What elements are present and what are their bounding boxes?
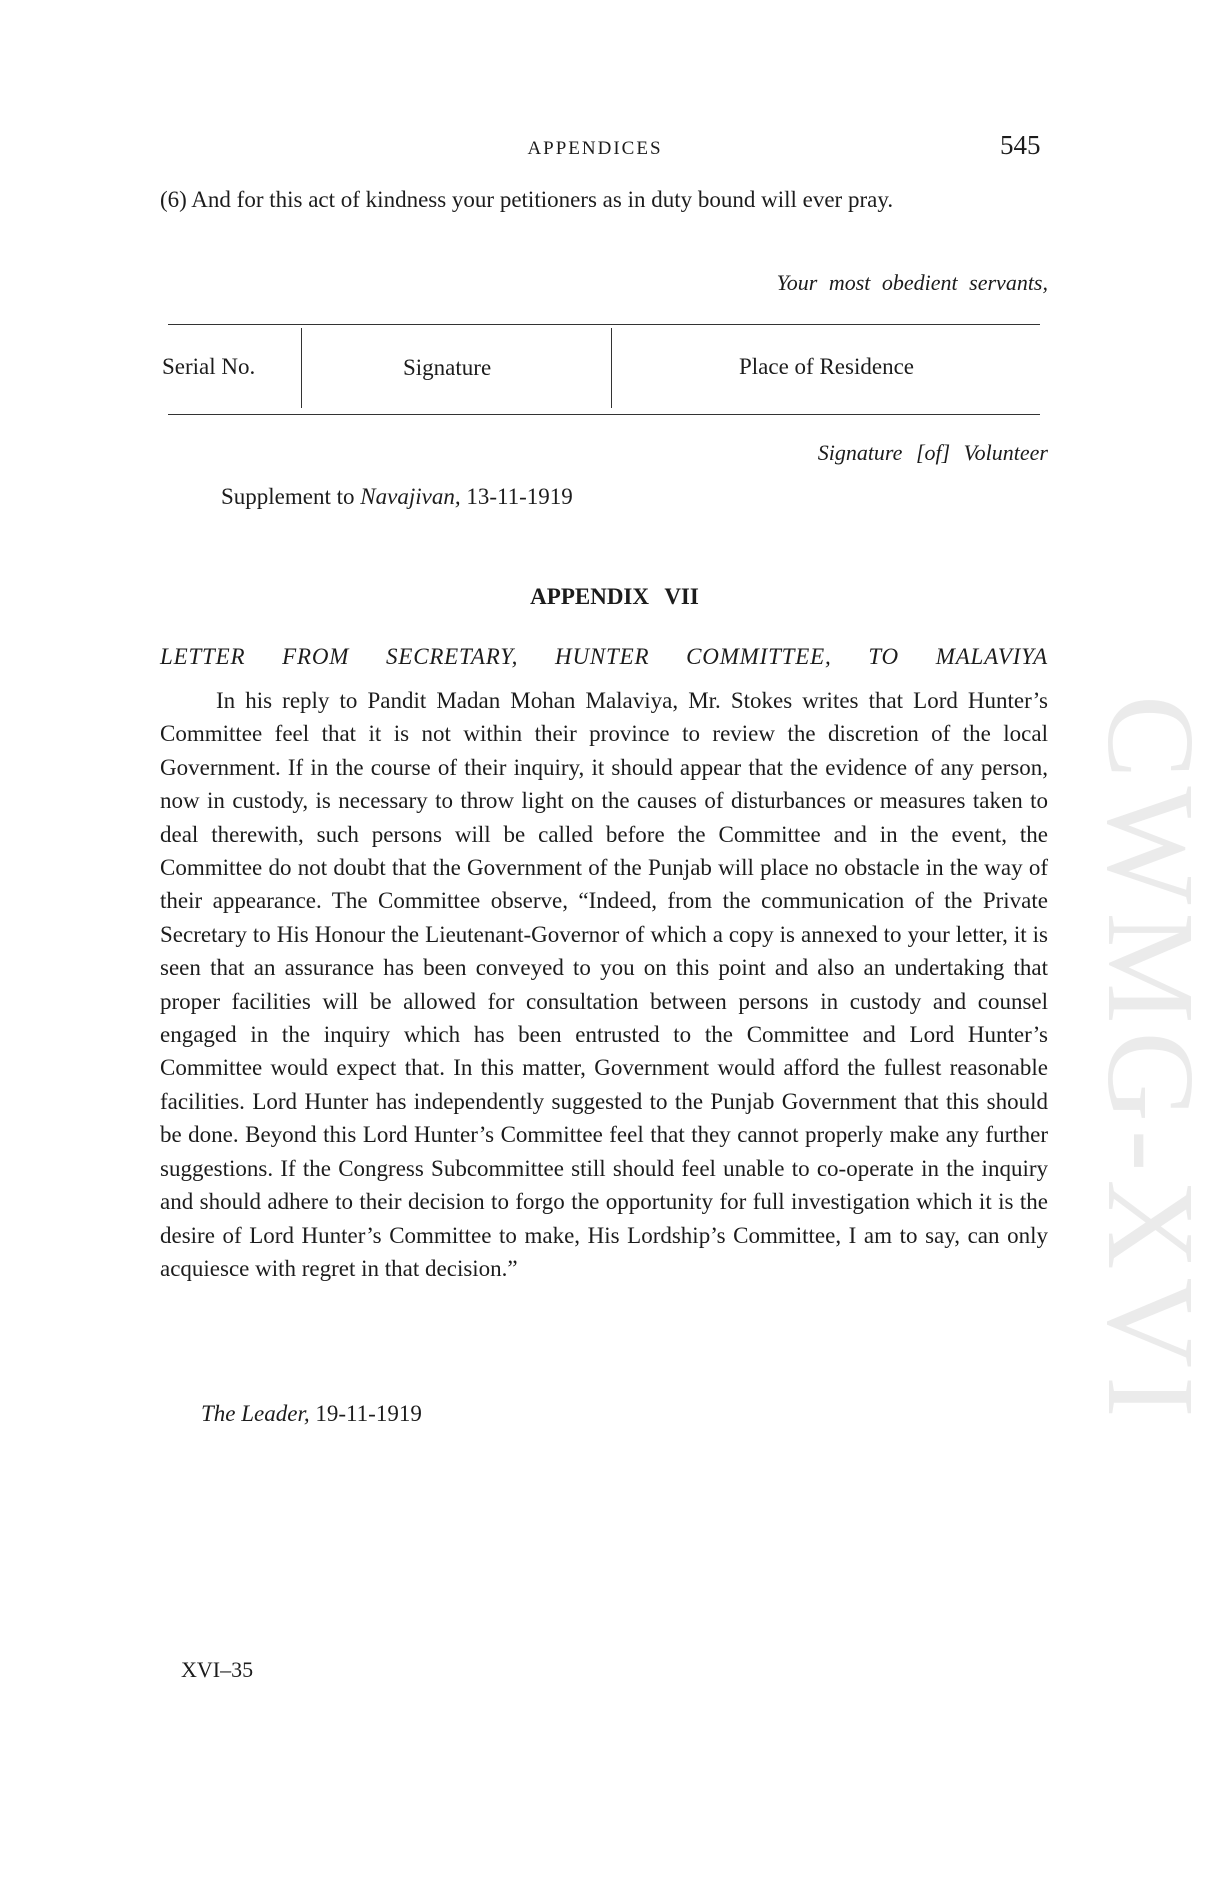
source-citation xyxy=(221,484,573,510)
table-bottom-rule xyxy=(168,414,1040,415)
leader-publication: The Leader, xyxy=(201,1401,310,1426)
signature-volunteer: Signature [of] Volunteer xyxy=(817,440,1048,465)
table-column-divider xyxy=(611,328,612,408)
appendix-heading: APPENDIX VII xyxy=(530,584,699,609)
running-header: APPENDICES xyxy=(527,138,663,159)
watermark: CWMG-XVI xyxy=(1081,695,1219,1426)
source-date: 13-11-1919 xyxy=(460,484,573,509)
appendix-subtitle: LETTER FROM SECRETARY, HUNTER COMMITTEE, TO MALAVIYA xyxy=(160,644,1048,669)
source-publication: Navajivan, xyxy=(360,484,461,509)
leader-date: 19-11-1919 xyxy=(309,1401,422,1426)
page-number: 545 xyxy=(1000,130,1041,160)
table-column-divider xyxy=(301,328,302,408)
table-top-rule xyxy=(168,324,1040,325)
signature-code: XVI–35 xyxy=(181,1657,254,1682)
closing-salutation: Your most obedient servants, xyxy=(776,270,1048,295)
appendix-body: In his reply to Pandit Madan Mohan Malaviya, Mr. Stokes writes that Lord Hunter’s Committee feel that it is not within their province to review the discretion of the local Government. If in the course of their inquiry, it should appear that the evidence of any person, now in custody, is necessary to throw light on the causes of disturbances or measures taken to deal therewith, such persons will be called before the Committee and in the event, the Committee do not doubt that the Government of the Punjab will place no obstacle in the way of their appearance. The Committee observe, “Indeed, from the communication of the Private Secretary to His Honour the Lieutenant-Governor of which a copy is annexed to your letter, it is seen that an assurance has been conveyed to you on this point and also an undertaking that proper facilities will be allowed for consultation between persons in custody and counsel engaged in the inquiry which has been entrusted to the Committee and Lord Hunter’s Committee would expect that. In this matter, Government would afford the fullest reasonable facilities. Lord Hunter has independently suggested to the Punjab Government that this should be done. Beyond this Lord Hunter’s Committee feel that they cannot properly make any further suggestions. If the Congress Subcommittee still should feel unable to co-operate in the inquiry and should adhere to their decision to forgo the opportunity for full investigation which it is the desire of Lord Hunter’s Committee to make, His Lordship’s Committee, I am to say, can only acquiesce with regret in that decision.” xyxy=(160,688,1048,1281)
table-header-residence: Place of Residence xyxy=(739,354,914,379)
source-prefix: Supplement to xyxy=(221,484,361,509)
table-header-signature: Signature xyxy=(403,355,492,380)
leader-citation xyxy=(201,1401,422,1427)
petition-clause: (6) And for this act of kindness your petitioners as in duty bound will ever pray. xyxy=(160,187,894,212)
table-header-serial: Serial No. xyxy=(162,354,256,379)
